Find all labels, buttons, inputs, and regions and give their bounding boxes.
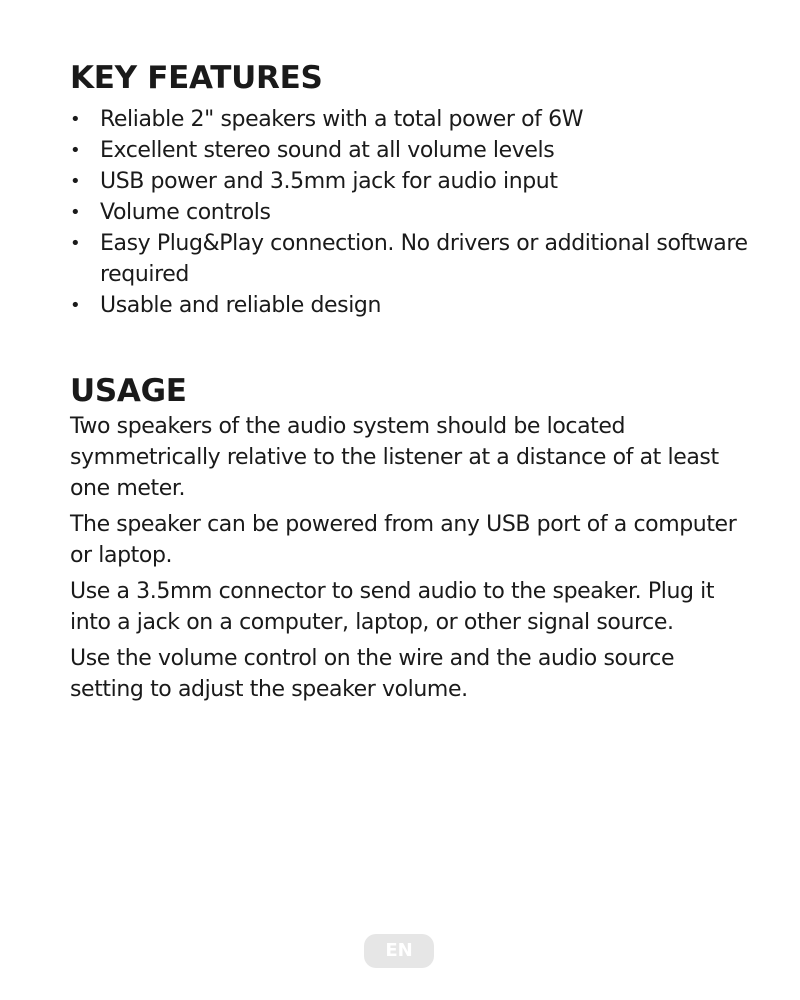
usage-paragraph: The speaker can be powered from any USB port of a computer or laptop. xyxy=(70,512,737,568)
bullet-icon: • xyxy=(70,233,81,254)
language-badge: EN xyxy=(364,934,434,968)
usage-body xyxy=(70,411,750,705)
feature-text: Excellent stereo sound at all volume levels xyxy=(100,138,555,163)
feature-item xyxy=(70,228,750,290)
usage-section xyxy=(70,371,750,705)
usage-paragraph: Two speakers of the audio system should be located symmetrically relative to the listener at a distance of at least one meter. xyxy=(70,414,719,501)
feature-item xyxy=(70,166,750,197)
feature-text: USB power and 3.5mm jack for audio input xyxy=(100,169,558,194)
feature-text: Volume controls xyxy=(100,200,271,225)
feature-text: Reliable 2" speakers with a total power of 6W xyxy=(100,107,584,132)
feature-text: Easy Plug&Play connection. No drivers or additional software required xyxy=(100,231,748,287)
bullet-icon: • xyxy=(70,202,81,223)
bullet-icon: • xyxy=(70,109,81,130)
usage-paragraph: Use the volume control on the wire and the audio source setting to adjust the speaker volume. xyxy=(70,646,675,702)
feature-item xyxy=(70,197,750,228)
manual-page xyxy=(70,58,750,710)
feature-list xyxy=(70,104,750,321)
bullet-icon: • xyxy=(70,171,81,192)
bullet-icon: • xyxy=(70,295,81,316)
key-features-heading: KEY FEATURES xyxy=(70,60,323,96)
feature-item xyxy=(70,135,750,166)
usage-heading: USAGE xyxy=(70,373,187,409)
feature-item xyxy=(70,104,750,135)
usage-paragraph: Use a 3.5mm connector to send audio to the speaker. Plug it into a jack on a computer, laptop, or other signal source. xyxy=(70,579,715,635)
feature-item xyxy=(70,290,750,321)
feature-text: Usable and reliable design xyxy=(100,293,382,318)
bullet-icon: • xyxy=(70,140,81,161)
key-features-section xyxy=(70,58,750,321)
